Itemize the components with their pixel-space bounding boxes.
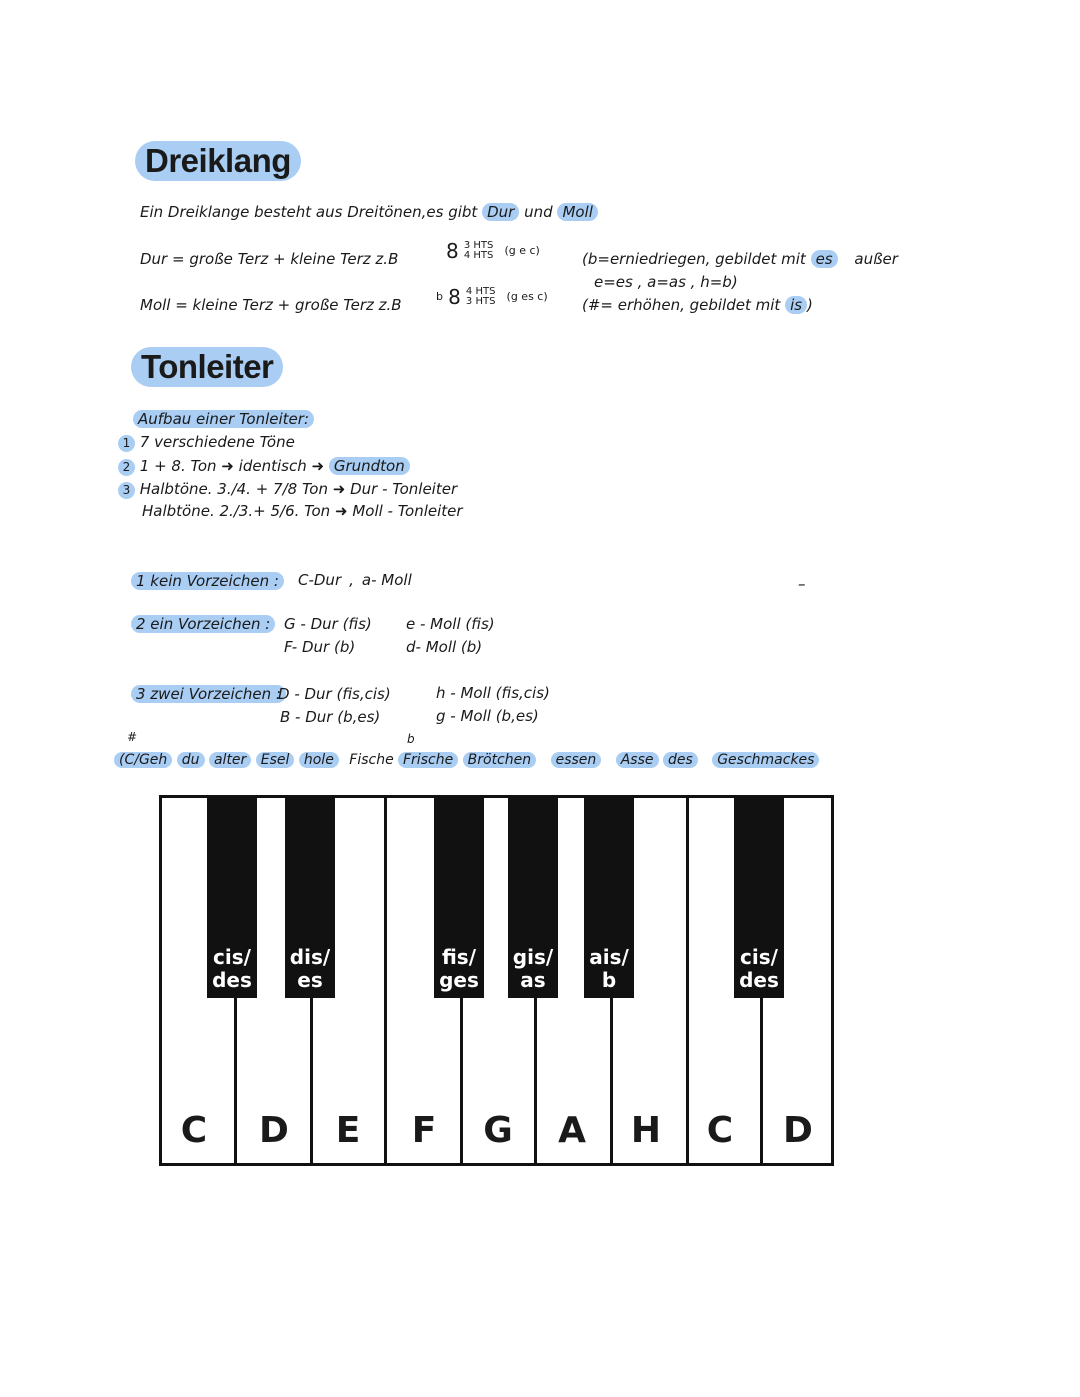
moll-interval-stack [436, 286, 548, 307]
arrow-icon: ➜ [311, 457, 325, 475]
moll-notes: (g es c) [506, 289, 548, 303]
white-key-divider [384, 798, 387, 1163]
vorzeichen-3-moll-1: h - Moll (fis,cis) [436, 684, 550, 702]
dur-hts: 3 HTS 4 HTS [463, 239, 494, 261]
aufbau-item-4: Halbtöne. 2./3.+ 5/6. Ton ➜ Moll - Tonleiter [142, 502, 463, 520]
black-key [285, 798, 335, 998]
flat-symbol: b [407, 732, 415, 746]
aufbau-item-2: 2 1 + 8. Ton ➜ identisch ➜ Grundton [118, 457, 410, 476]
white-key-label: F [411, 1110, 437, 1151]
arrow-icon: ➜ [334, 502, 348, 520]
dur-notes: (g e c) [504, 243, 540, 257]
flat-mnemonic: Frische Brötchen essen Asse des Geschmackes [398, 752, 819, 768]
note-sharp-line: (#= erhöhen, gebildet mit is ) [582, 296, 813, 314]
white-key-label: D [259, 1110, 289, 1151]
arrow-icon: ➜ [221, 457, 234, 475]
sharp-symbol: # [127, 730, 138, 744]
white-key-label: A [558, 1110, 586, 1151]
white-key-label: E [335, 1110, 361, 1151]
stray-mark: – [798, 575, 806, 593]
sharp-mnemonic: (C/Geh du alter Esel hole Fische [114, 752, 394, 768]
black-key [508, 798, 558, 998]
note-es: es [811, 250, 838, 268]
black-key-label: dis/ es [289, 945, 331, 992]
dur-interval-stack [446, 240, 540, 261]
vorzeichen-label-1: 1 kein Vorzeichen : [131, 572, 284, 590]
flat-sign: b [436, 289, 443, 303]
triad-notes-icon: 8 [446, 238, 459, 263]
vorzeichen-label-3: 3 zwei Vorzeichen : [131, 685, 286, 703]
black-key-label: cis/ des [739, 945, 779, 992]
vorzeichen-2-moll-2: d- Moll (b) [406, 638, 483, 656]
black-key-label: gis/ as [512, 945, 554, 992]
piano-keyboard [159, 795, 834, 1166]
vorzeichen-label-2: 2 ein Vorzeichen : [131, 615, 275, 633]
dreiklang-title: Dreiklang [135, 141, 301, 181]
dreiklang-intro [140, 203, 598, 221]
note-is: is [785, 296, 807, 314]
vorzeichen-2-dur-2: F- Dur (b) [284, 638, 356, 656]
black-key-label: cis/ des [212, 945, 252, 992]
black-key-label: fis/ ges [439, 945, 479, 992]
white-key-label: G [483, 1110, 513, 1151]
aufbau-item-1: 1 7 verschiedene Töne [118, 433, 295, 452]
white-key-label: D [783, 1110, 813, 1151]
note-flat-line: (b=erniedriegen, gebildet mit es außer [582, 250, 898, 268]
intro-moll: Moll [557, 203, 597, 221]
black-key [584, 798, 634, 998]
triad-notes-icon: 8 [448, 284, 461, 309]
vorzeichen-3-dur-2: B - Dur (b,es) [280, 708, 381, 726]
white-key-divider [686, 798, 689, 1163]
note-exceptions: e=es , a=as , h=b) [594, 273, 738, 291]
moll-formula: Moll = kleine Terz + große Terz z.B [140, 296, 402, 314]
vorzeichen-2-dur-1: G - Dur (fis) [284, 615, 372, 633]
dur-formula: Dur = große Terz + kleine Terz z.B [140, 250, 399, 268]
white-key-label: C [706, 1110, 734, 1151]
arrow-icon: ➜ [332, 480, 346, 498]
moll-hts: 4 HTS 3 HTS [465, 285, 496, 307]
aufbau-heading: Aufbau einer Tonleiter: [133, 410, 314, 428]
white-key-label: H [630, 1110, 662, 1151]
tonleiter-title: Tonleiter [131, 347, 283, 387]
white-key-label: C [180, 1110, 208, 1151]
aufbau-item-3: 3 Halbtöne. 3./4. + 7/8 Ton ➜ Dur - Tonleiter [118, 480, 457, 499]
vorzeichen-3-moll-2: g - Moll (b,es) [436, 707, 539, 725]
black-key [734, 798, 784, 998]
vorzeichen-1-dur: C-Dur , a- Moll [298, 571, 412, 589]
intro-dur: Dur [482, 203, 519, 221]
intro-und: und [524, 203, 553, 221]
intro-text: Ein Dreiklange besteht aus Dreitönen,es gibt [140, 203, 478, 221]
black-key [434, 798, 484, 998]
black-key [207, 798, 257, 998]
black-key-label: ais/ b [589, 945, 629, 992]
vorzeichen-2-moll-1: e - Moll (fis) [406, 615, 495, 633]
vorzeichen-3-dur-1: D - Dur (fis,cis) [278, 685, 391, 703]
